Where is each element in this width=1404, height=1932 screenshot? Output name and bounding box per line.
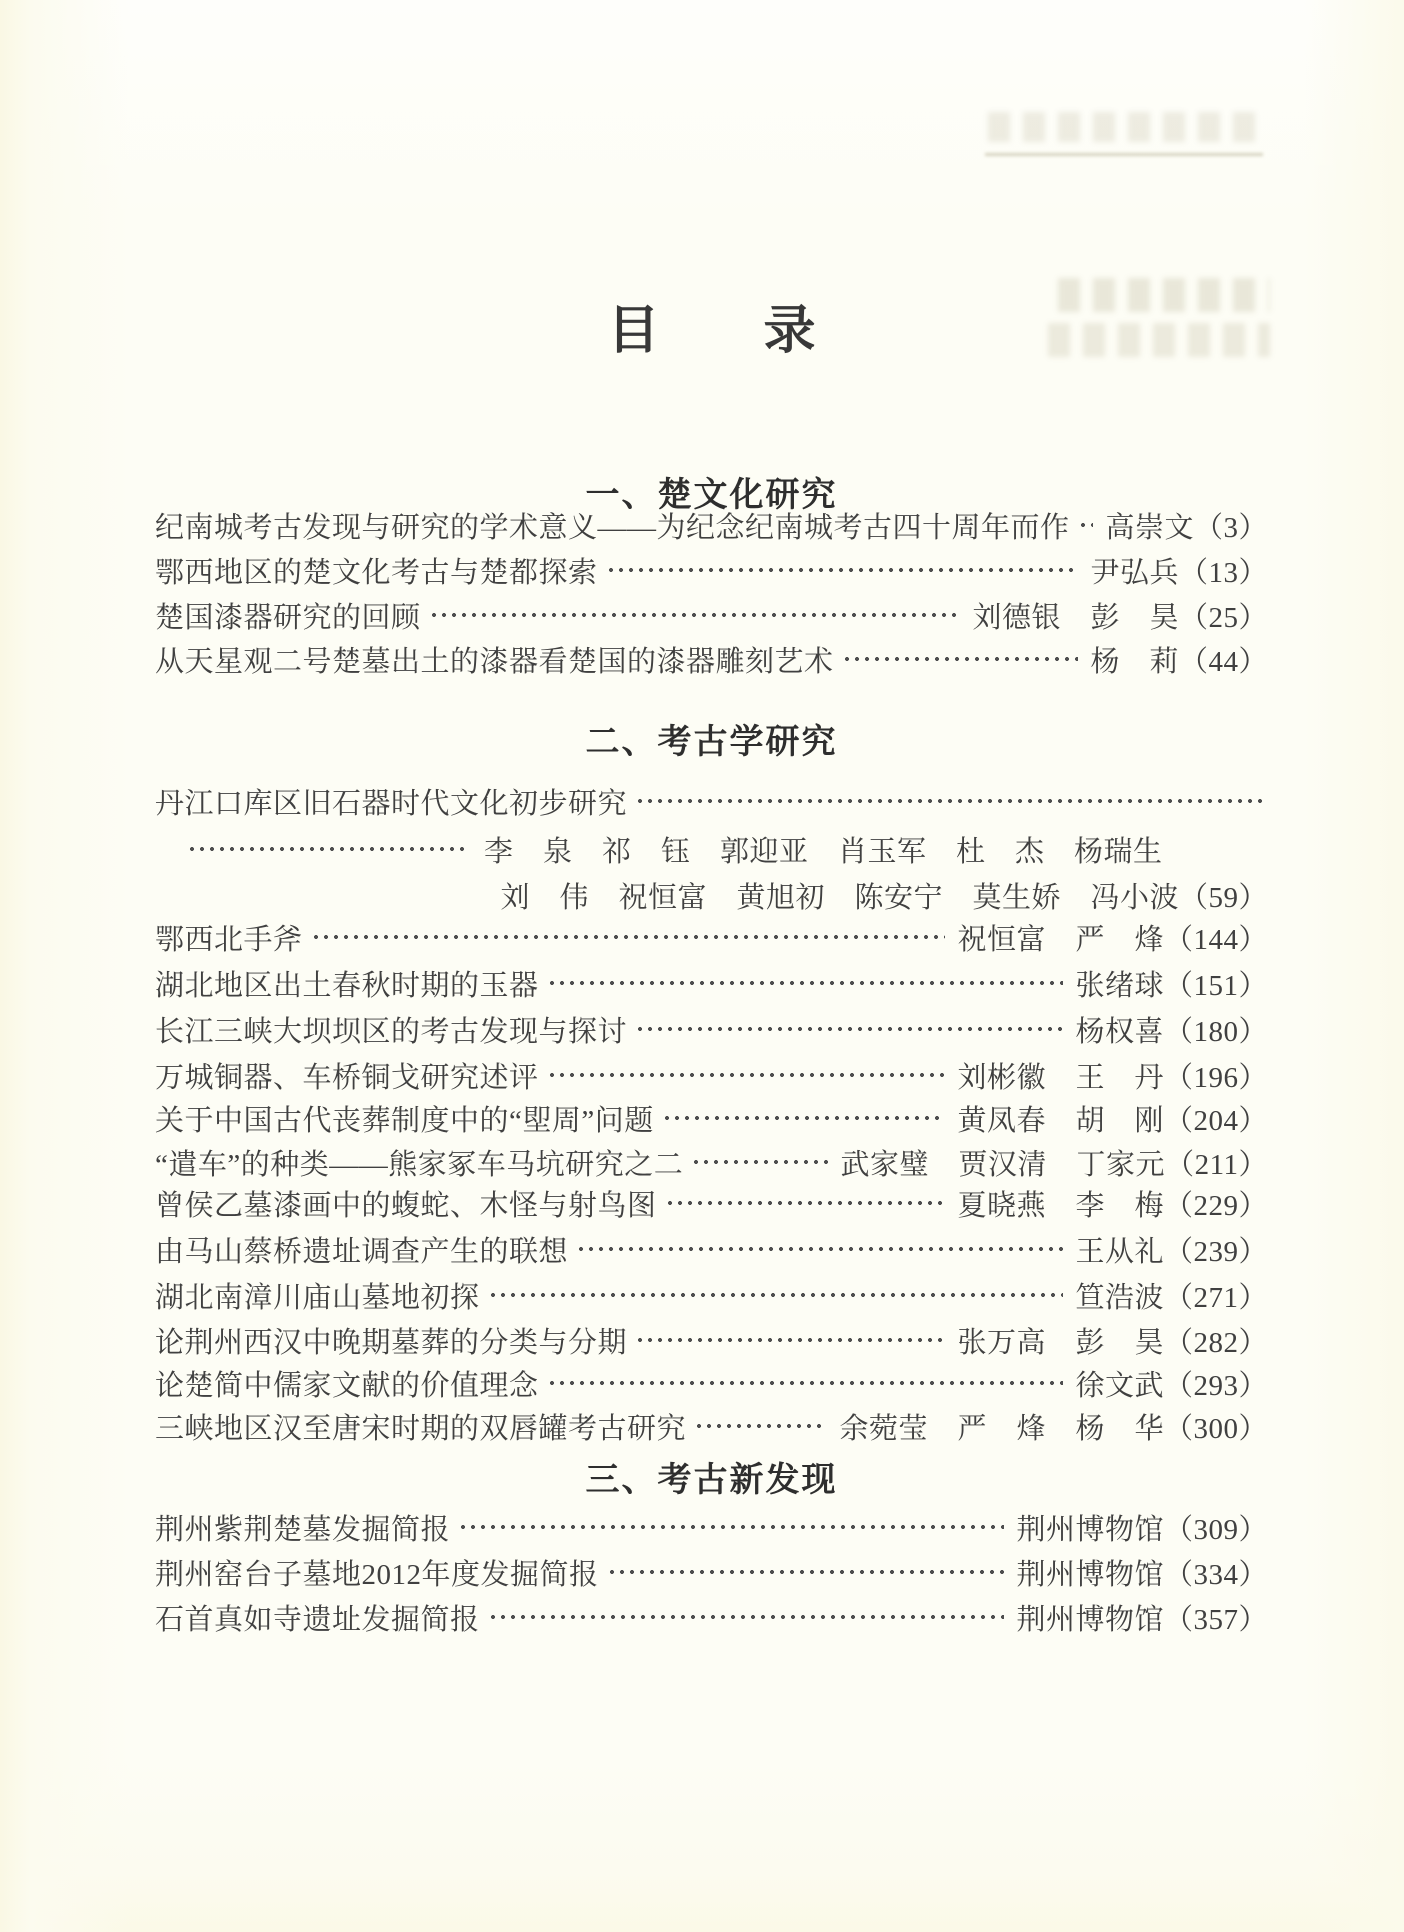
entry-authors: 张绪球 [1075, 969, 1164, 1002]
dot-leader [486, 1596, 1005, 1638]
toc-entry [155, 962, 1268, 1004]
dot-leader [605, 1551, 1005, 1593]
toc-entry [155, 1319, 1268, 1361]
entry-authors: 祝恒富 严 烽 [957, 923, 1164, 956]
entry-title: 湖北地区出土春秋时期的玉器 [155, 969, 539, 1002]
dot-leader [689, 1141, 828, 1183]
entry-page-number: （196） [1163, 1061, 1268, 1094]
entry-title: 论荆州西汉中晚期墓葬的分类与分期 [155, 1326, 628, 1359]
toc-entry [155, 1405, 1268, 1447]
entry-page-number: （3） [1193, 511, 1268, 544]
section-heading-2: 二、考古学研究 [585, 723, 838, 761]
section-heading-3: 三、考古新发现 [585, 1461, 838, 1499]
dot-leader [633, 1008, 1063, 1050]
entry-page-number: （300） [1163, 1412, 1268, 1445]
dot-leader [456, 1506, 1004, 1548]
bleed-through-rule [985, 153, 1263, 156]
toc-entry [155, 1054, 1268, 1096]
entry-authors: 李 泉 祁 钰 郭迎亚 肖玉军 杜 杰 杨瑞生 [484, 835, 1163, 868]
entry-authors: 黄凤春 胡 刚 [957, 1104, 1164, 1137]
toc-entry [155, 504, 1268, 546]
entry-page-number: （13） [1178, 556, 1268, 589]
toc-entry [155, 594, 1268, 636]
entry-page-number: （44） [1178, 645, 1268, 678]
dot-leader [1076, 504, 1094, 546]
dot-leader [633, 1319, 945, 1361]
entry-title: 荆州窑台子墓地2012年度发掘简报 [155, 1558, 599, 1591]
entry-page-number: （211） [1165, 1148, 1268, 1181]
entry-page-number: （25） [1178, 601, 1268, 634]
dot-leader [692, 1405, 827, 1447]
entry-page-number: （271） [1163, 1281, 1268, 1314]
entry-page-number: （334） [1163, 1558, 1268, 1591]
entry-title: 鄂西北手斧 [155, 923, 303, 956]
entry-authors: 杨 莉 [1090, 645, 1179, 678]
entry-title: 纪南城考古发现与研究的学术意义——为纪念纪南城考古四十周年而作 [155, 511, 1070, 544]
toc-entry [155, 1274, 1268, 1316]
entry-title: 三峡地区汉至唐宋时期的双唇罐考古研究 [155, 1412, 687, 1445]
toc-entry [155, 1097, 1268, 1139]
toc-entry [155, 1506, 1268, 1548]
page-title: 目 录 [607, 303, 816, 360]
entry-authors: 刘 伟 祝恒富 黄旭初 陈安宁 莫生娇 冯小波 [500, 881, 1179, 914]
entry-page-number: （229） [1163, 1189, 1268, 1222]
entry-title: 由马山蔡桥遗址调查产生的联想 [155, 1235, 569, 1268]
entry-title: 石首真如寺遗址发掘简报 [155, 1603, 480, 1636]
entry-title: 湖北南漳川庙山墓地初探 [155, 1281, 480, 1314]
entry-authors: 荆州博物馆 [1016, 1558, 1164, 1591]
entry-page-number: （204） [1163, 1104, 1268, 1137]
entry-title: 论楚简中儒家文献的价值理念 [155, 1369, 539, 1402]
toc-entry [155, 1362, 1268, 1404]
dot-leader [660, 1097, 946, 1139]
entry-title: 丹江口库区旧石器时代文化初步研究 [155, 787, 628, 820]
entry-page-number: （151） [1163, 969, 1268, 1002]
section-heading-1: 一、楚文化研究 [585, 476, 838, 514]
entry-title: 从天星观二号楚墓出土的漆器看楚国的漆器雕刻艺术 [155, 645, 834, 678]
toc-entry [155, 916, 1268, 958]
entry-authors: 刘德银 彭 昊 [972, 601, 1179, 634]
entry-page-number: （180） [1163, 1015, 1268, 1048]
entry-authors: 笪浩波 [1075, 1281, 1164, 1314]
entry-page-number: （144） [1163, 923, 1268, 956]
dot-leader [309, 916, 946, 958]
dot-leader [486, 1274, 1064, 1316]
dot-leader [545, 1054, 946, 1096]
entry-page-number: （357） [1163, 1603, 1268, 1636]
dot-leader [427, 594, 961, 636]
entry-title: 关于中国古代丧葬制度中的“堲周”问题 [155, 1104, 654, 1137]
entry-authors: 荆州博物馆 [1016, 1513, 1164, 1546]
entry-authors: 杨权喜 [1075, 1015, 1164, 1048]
toc-entry [155, 1228, 1268, 1270]
entry-authors: 王从礼 [1075, 1235, 1164, 1268]
entry-title: 万城铜器、车桥铜戈研究述评 [155, 1061, 539, 1094]
entry-title: 曾侯乙墓漆画中的蝮蛇、木怪与射鸟图 [155, 1189, 657, 1222]
entry-authors: 武家璧 贾汉清 丁家元 [840, 1148, 1166, 1181]
toc-entry [155, 1551, 1268, 1593]
bleed-through-ghost [988, 112, 1266, 142]
toc-entry [155, 1182, 1268, 1224]
entry-authors: 刘彬徽 王 丹 [957, 1061, 1164, 1094]
dot-leader [545, 1362, 1064, 1404]
dot-leader [545, 962, 1064, 1004]
toc-entry-authors-line [155, 874, 1268, 916]
entry-authors: 张万高 彭 昊 [957, 1326, 1164, 1359]
entry-authors: 徐文武 [1075, 1369, 1164, 1402]
dot-leader [663, 1182, 946, 1224]
entry-authors: 荆州博物馆 [1016, 1603, 1164, 1636]
dot-leader [633, 780, 1262, 822]
entry-title: 长江三峡大坝坝区的考古发现与探讨 [155, 1015, 628, 1048]
dot-leader [185, 828, 470, 870]
toc-entry [155, 1596, 1268, 1638]
dot-leader [574, 1228, 1063, 1270]
entry-title: 楚国漆器研究的回顾 [155, 601, 421, 634]
entry-title: “遣车”的种类——熊家冢车马坑研究之二 [155, 1148, 684, 1181]
entry-authors: 夏晓燕 李 梅 [957, 1189, 1164, 1222]
toc-entry [155, 780, 1268, 822]
entry-authors: 高崇文 [1105, 511, 1194, 544]
entry-page-number: （293） [1163, 1369, 1268, 1402]
toc-entry [155, 549, 1268, 591]
entry-page-number: （282） [1163, 1326, 1268, 1359]
toc-entry [155, 1141, 1268, 1183]
dot-leader [840, 638, 1079, 680]
dot-leader [604, 549, 1079, 591]
entry-page-number: （239） [1163, 1235, 1268, 1268]
toc-entry-authors-line [155, 828, 1268, 870]
entry-page-number: （309） [1163, 1513, 1268, 1546]
entry-title: 荆州紫荆楚墓发掘简报 [155, 1513, 451, 1546]
entry-authors: 尹弘兵 [1090, 556, 1179, 589]
entry-authors: 余菀莹 严 烽 杨 华 [839, 1412, 1164, 1445]
entry-page-number: （59） [1178, 881, 1268, 914]
toc-entry [155, 638, 1268, 680]
toc-entry [155, 1008, 1268, 1050]
entry-title: 鄂西地区的楚文化考古与楚都探索 [155, 556, 598, 589]
